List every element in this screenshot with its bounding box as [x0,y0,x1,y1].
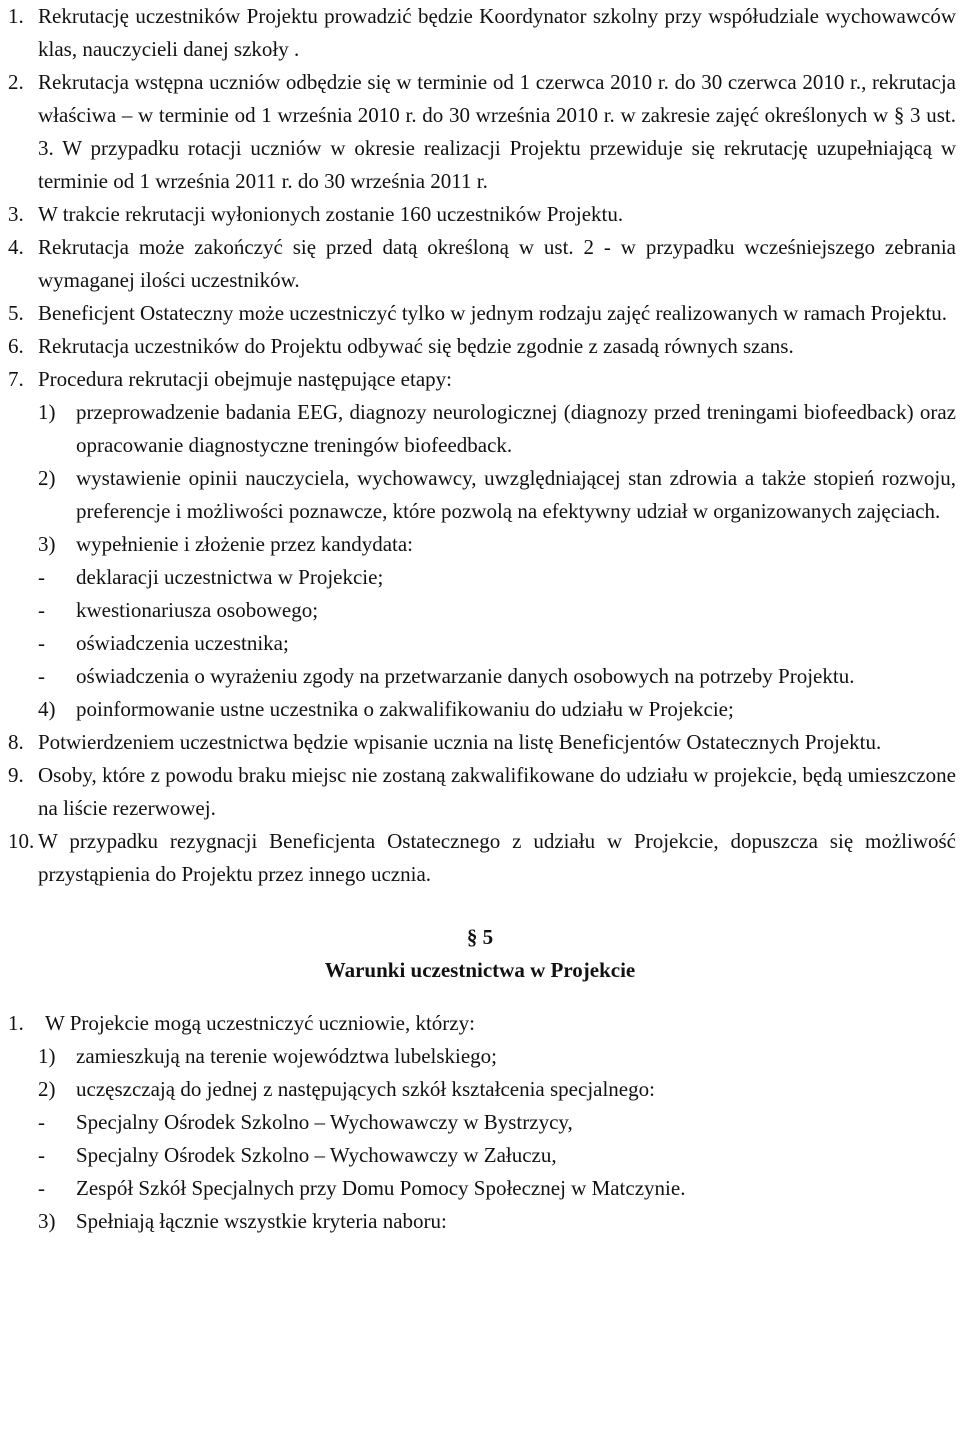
item-text: W przypadku rezygnacji Beneficjenta Ostatecznego z udziału w Projekcie, dopuszcza się możliwość przystąpienia do Projektu przez innego ucznia. [38,829,956,886]
item-number: 4. [8,235,24,259]
list-item [0,0,960,66]
step-item [38,528,960,561]
item-text: Rekrutację uczestników Projektu prowadzić będzie Koordynator szkolny przy współudziale wychowawców klas, nauczycieli danej szkoły . [38,4,956,61]
condition-item [38,1205,960,1238]
item-number: 1. [8,4,24,28]
list-item [0,363,960,396]
item-text: Rekrutacja wstępna uczniów odbędzie się w terminie od 1 czerwca 2010 r. do 30 czerwca 2010 r., rekrutacja właściwa – w terminie od 1 września 2010 r. do 30 września 2010 r. w zakresie zajęć określonych w § 3 ust. 3. W przypadku rotacji uczniów w okresie realizacji Projektu przewiduje się rekrutację uzupełniającą w terminie od 1 września 2011 r. do 30 września 2011 r. [38,70,956,193]
conditions-section [0,1007,960,1238]
item-text: Beneficjent Ostateczny może uczestniczyć tylko w jednym rodzaju zajęć realizowanych w ramach Projektu. [38,301,948,325]
step-number: 1) [38,400,56,424]
condition-number: 1) [38,1044,56,1068]
school-text: Specjalny Ośrodek Szkolno – Wychowawczy w Załuczu, [76,1143,557,1167]
item-text: W trakcie rekrutacji wyłonionych zostanie 160 uczestników Projektu. [38,202,624,226]
dash-bullet: - [38,598,45,622]
step-number: 4) [38,697,56,721]
list-item [0,759,960,825]
document-text: oświadczenia o wyrażeniu zgody na przetwarzanie danych osobowych na potrzeby Projektu. [76,664,855,688]
schools-list [0,1106,960,1205]
item-number: 5. [8,301,24,325]
condition-number: 2) [38,1077,56,1101]
document-text: deklaracji uczestnictwa w Projekcie; [76,565,384,589]
step-item [38,462,960,528]
school-item [38,1172,960,1205]
item-number: 6. [8,334,24,358]
dash-bullet: - [38,1143,45,1167]
dash-bullet: - [38,1110,45,1134]
condition-text: uczęszczają do jednej z następujących szkół kształcenia specjalnego: [76,1077,655,1101]
step-text: przeprowadzenie badania EEG, diagnozy neurologicznej (diagnozy przed treningami biofeedback) oraz opracowanie diagnostyczne treningów biofeedback. [76,400,956,457]
dash-bullet: - [38,664,45,688]
item-text: Osoby, które z powodu braku miejsc nie zostaną zakwalifikowane do udziału w projekcie, będą umieszczone na liście rezerwowej. [38,763,956,820]
item-text: Potwierdzeniem uczestnictwa będzie wpisanie ucznia na listę Beneficjentów Ostatecznych Projektu. [38,730,882,754]
step-text: wypełnienie i złożenie przez kandydata: [76,532,414,556]
documents-list [0,561,960,693]
school-text: Zespół Szkół Specjalnych przy Domu Pomocy Społecznej w Matczynie. [76,1176,686,1200]
dash-bullet: - [38,1176,45,1200]
condition-text: zamieszkują na terenie województwa lubelskiego; [76,1044,498,1068]
item-text: W Projekcie mogą uczestniczyć uczniowie, którzy: [45,1011,475,1035]
item-number: 3. [8,202,24,226]
item-number: 9. [8,763,24,787]
list-item [0,726,960,759]
document-text: oświadczenia uczestnika; [76,631,289,655]
step-item [38,693,960,726]
step-text: poinformowanie ustne uczestnika o zakwalifikowaniu do udziału w Projekcie; [76,697,734,721]
section-number: § 5 [466,925,494,949]
step-item [38,396,960,462]
item-text: Procedura rekrutacji obejmuje następujące etapy: [38,367,452,391]
document-item [38,660,960,693]
document-item [38,594,960,627]
step-text: wystawienie opinii nauczyciela, wychowawcy, uwzględniającej stan zdrowia a także stopień rozwoju, preferencje i możliwości poznawcze, które pozwolą na efektywny udział w organizowanych zajęciach. [76,466,956,523]
dash-bullet: - [38,631,45,655]
step-number: 2) [38,466,56,490]
list-item [0,66,960,198]
condition-item [38,1040,960,1073]
list-item [0,1007,960,1040]
dash-bullet: - [38,565,45,589]
step-number: 3) [38,532,56,556]
condition-text: Spełniają łącznie wszystkie kryteria naboru: [76,1209,447,1233]
list-item [0,330,960,363]
school-item [38,1106,960,1139]
list-item [0,297,960,330]
procedure-steps [0,396,960,726]
section-title: Warunki uczestnictwa w Projekcie [324,958,636,982]
document-item [38,627,960,660]
item-number: 1. [8,1011,24,1035]
school-text: Specjalny Ośrodek Szkolno – Wychowawczy w Bystrzycy, [76,1110,573,1134]
item-number: 10. [8,829,35,853]
school-item [38,1139,960,1172]
condition-number: 3) [38,1209,56,1233]
document-text: kwestionariusza osobowego; [76,598,319,622]
list-item [0,825,960,891]
item-number: 7. [8,367,24,391]
list-item [0,198,960,231]
item-number: 8. [8,730,24,754]
item-text: Rekrutacja może zakończyć się przed datą określoną w ust. 2 - w przypadku wcześniejszego zebrania wymaganej ilości uczestników. [38,235,956,292]
item-number: 2. [8,70,24,94]
list-item [0,231,960,297]
condition-item [38,1073,960,1106]
item-text: Rekrutacja uczestników do Projektu odbywać się będzie zgodnie z zasadą równych szans. [38,334,794,358]
document-item [38,561,960,594]
